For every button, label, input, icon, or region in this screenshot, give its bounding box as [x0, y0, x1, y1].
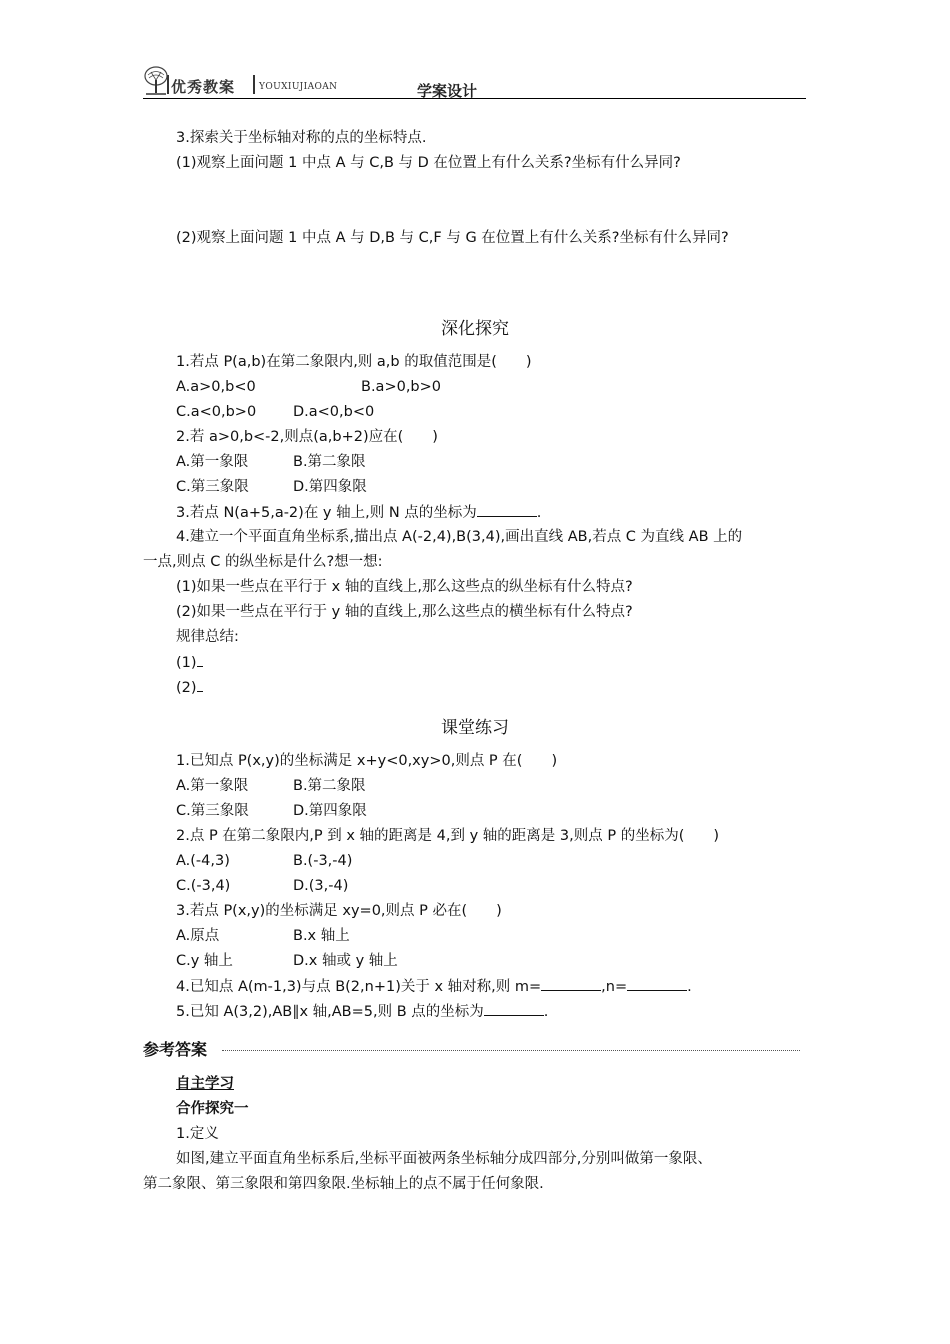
deep-section-title: 深化探究 — [441, 319, 509, 339]
deep-question-2: 2.若 a>0,b<-2,则点(a,b+2)应在( ) — [176, 429, 438, 445]
practice-q1-option-d: D.第四象限 — [293, 803, 367, 819]
practice-question-4 — [176, 976, 692, 997]
deep-question-3 — [176, 502, 541, 523]
answers-paragraph-line-2: 第二象限、第三象限和第四象限.坐标轴上的点不属于任何象限. — [143, 1176, 544, 1192]
summary-item-1-label: (1) — [176, 655, 197, 671]
answers-title: 参考答案 — [143, 1040, 208, 1059]
brand-divider-left — [167, 75, 169, 94]
deep-question-4-line-2: 一点,则点 C 的纵坐标是什么?想一想: — [143, 554, 383, 570]
answer-blank — [541, 976, 601, 991]
deep-question-4-part-1: (1)如果一些点在平行于 x 轴的直线上,那么这些点的纵坐标有什么特点? — [176, 579, 633, 595]
practice-q5-end: . — [543, 1004, 549, 1020]
answer-blank — [484, 1001, 544, 1016]
brand-name: 优秀教案 — [171, 78, 236, 96]
practice-q2-option-d: D.(3,-4) — [293, 878, 349, 894]
practice-question-5 — [176, 1001, 548, 1022]
answers-paragraph-line-1: 如图,建立平面直角坐标系后,坐标平面被两条坐标轴分成四部分,分别叫做第一象限、 — [176, 1151, 712, 1167]
summary-item-1 — [176, 652, 203, 673]
deep-q1-option-c: C.a<0,b>0 — [176, 404, 257, 420]
deep-question-1: 1.若点 P(a,b)在第二象限内,则 a,b 的取值范围是( ) — [176, 354, 532, 370]
practice-section-title: 课堂练习 — [441, 718, 509, 738]
practice-question-2: 2.点 P 在第二象限内,P 到 x 轴的距离是 4,到 y 轴的距离是 3,则点 P 的坐标为( ) — [176, 828, 720, 844]
summary-label: 规律总结: — [176, 629, 239, 645]
practice-q3-option-d: D.x 轴或 y 轴上 — [293, 953, 398, 969]
question-3-part-2: (2)观察上面问题 1 中点 A 与 D,B 与 C,F 与 G 在位置上有什么关系?坐标有什么异同? — [176, 230, 729, 246]
practice-q4-end: . — [687, 979, 692, 995]
answer-blank — [197, 677, 203, 692]
deep-q2-option-d: D.第四象限 — [293, 479, 367, 495]
question-3-heading: 3.探索关于坐标轴对称的点的坐标特点. — [176, 130, 427, 146]
practice-q4-mid: ,n= — [601, 979, 628, 995]
tree-logo-icon — [143, 66, 169, 96]
deep-q1-option-a: A.a>0,b<0 — [176, 379, 256, 395]
deep-q2-option-c: C.第三象限 — [176, 479, 249, 495]
answers-subheading-self-study: 自主学习 — [176, 1076, 234, 1092]
summary-item-2 — [176, 677, 203, 698]
summary-item-2-label: (2) — [176, 680, 197, 696]
answer-blank — [627, 976, 687, 991]
practice-question-3: 3.若点 P(x,y)的坐标满足 xy=0,则点 P 必在( ) — [176, 903, 502, 919]
practice-q1-option-c: C.第三象限 — [176, 803, 249, 819]
deep-q1-option-b: B.a>0,b>0 — [361, 379, 442, 395]
deep-question-4-part-2: (2)如果一些点在平行于 y 轴的直线上,那么这些点的横坐标有什么特点? — [176, 604, 633, 620]
question-3-part-1: (1)观察上面问题 1 中点 A 与 C,B 与 D 在位置上有什么关系?坐标有什么异同? — [176, 155, 681, 171]
answers-subheading-coop: 合作探究一 — [176, 1101, 249, 1117]
practice-q2-option-c: C.(-3,4) — [176, 878, 231, 894]
practice-q1-option-b: B.第二象限 — [293, 778, 366, 794]
practice-question-1: 1.已知点 P(x,y)的坐标满足 x+y<0,xy>0,则点 P 在( ) — [176, 753, 558, 769]
document-type: 学案设计 — [417, 82, 478, 100]
practice-q5-text: 5.已知 A(3,2),AB∥x 轴,AB=5,则 B 点的坐标为 — [176, 1004, 484, 1020]
answer-blank — [197, 652, 203, 667]
answer-blank — [477, 502, 537, 517]
deep-q3-end: . — [536, 505, 542, 521]
practice-q4-text: 4.已知点 A(m-1,3)与点 B(2,n+1)关于 x 轴对称,则 m= — [176, 979, 542, 995]
deep-q3-text: 3.若点 N(a+5,a-2)在 y 轴上,则 N 点的坐标为 — [176, 505, 477, 521]
practice-q3-option-c: C.y 轴上 — [176, 953, 233, 969]
practice-q1-option-a: A.第一象限 — [176, 778, 249, 794]
dotted-divider — [222, 1050, 800, 1051]
brand-name-en: YOUXIUJIAOAN — [259, 82, 338, 92]
practice-q2-option-a: A.(-4,3) — [176, 853, 230, 869]
practice-q3-option-a: A.原点 — [176, 928, 220, 944]
brand-divider-right — [253, 75, 255, 94]
answers-item-1: 1.定义 — [176, 1126, 219, 1142]
practice-q2-option-b: B.(-3,-4) — [293, 853, 353, 869]
deep-question-4-line-1: 4.建立一个平面直角坐标系,描出点 A(-2,4),B(3,4),画出直线 AB,若点 C 为直线 AB 上的 — [176, 529, 743, 545]
page-header — [143, 66, 806, 99]
deep-q2-option-b: B.第二象限 — [293, 454, 366, 470]
deep-q1-option-d: D.a<0,b<0 — [293, 404, 375, 420]
deep-q2-option-a: A.第一象限 — [176, 454, 249, 470]
practice-q3-option-b: B.x 轴上 — [293, 928, 350, 944]
